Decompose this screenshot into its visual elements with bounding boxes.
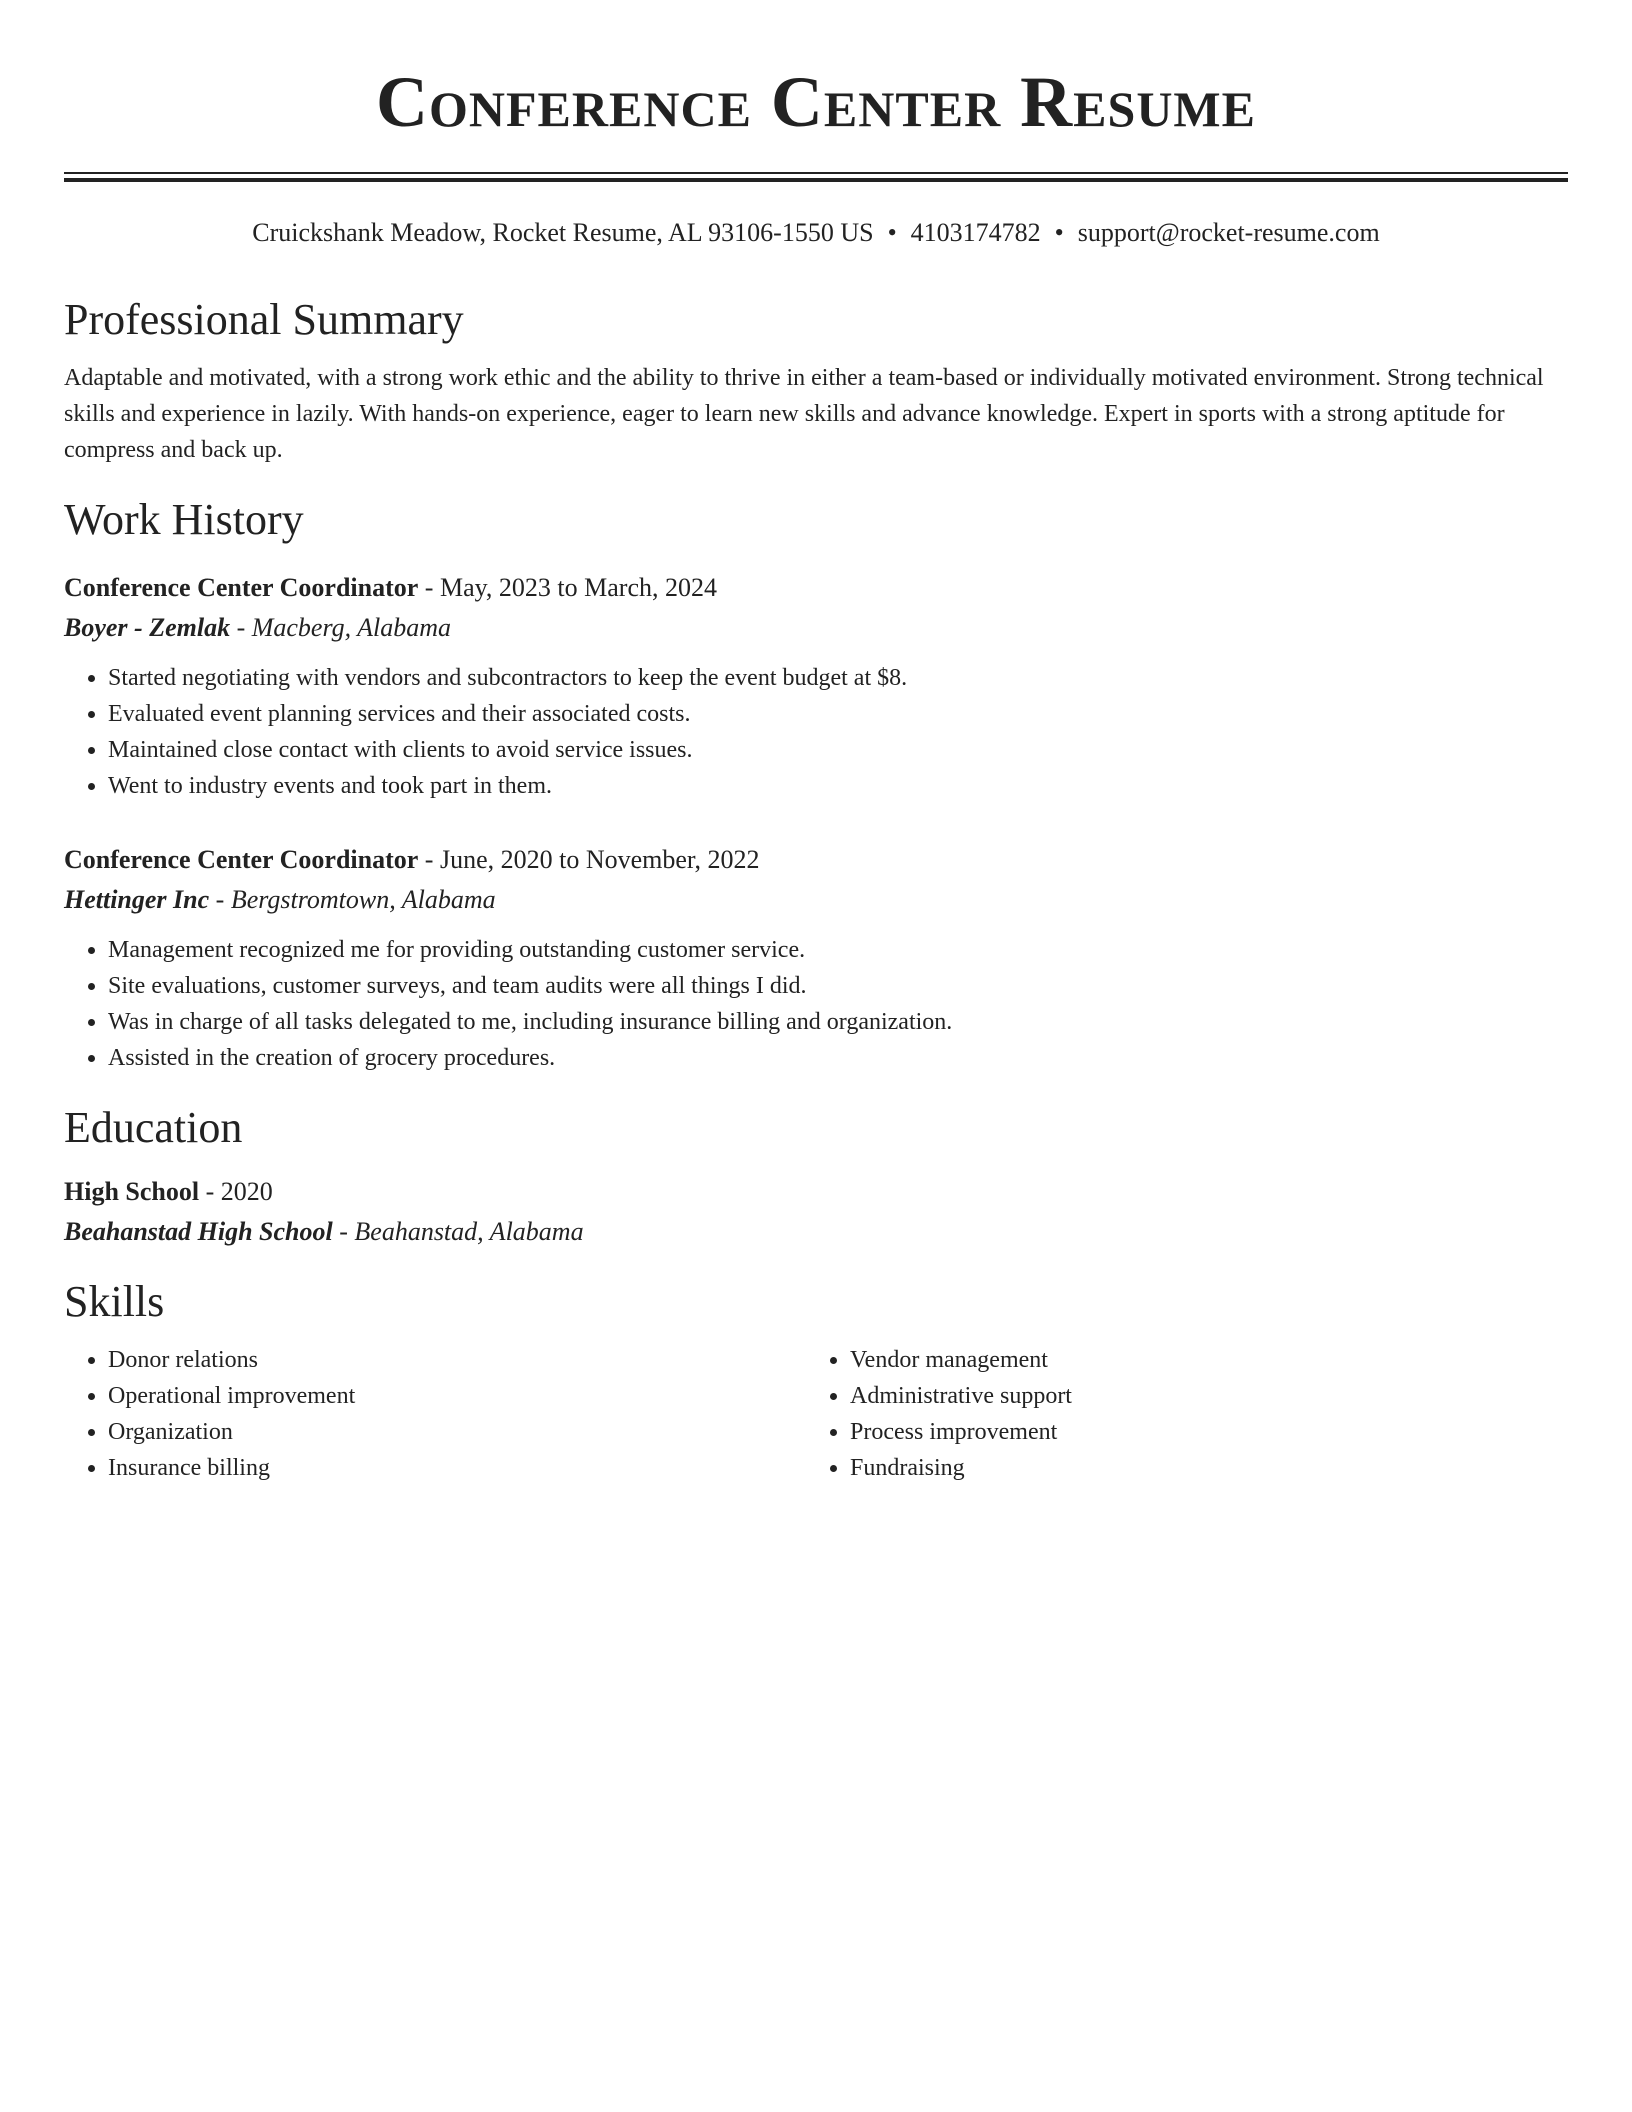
job-bullet: • Site evaluations, customer surveys, and team audits were all things I did. — [108, 968, 1568, 1004]
education-heading: Education — [64, 1103, 243, 1152]
job-entry — [64, 568, 1568, 804]
employer-location: - Macberg, Alabama — [230, 613, 452, 642]
skill-item: • Operational improvement — [108, 1378, 806, 1414]
employer-name: Boyer - Zemlak — [64, 613, 231, 642]
job-bullet: • Management recognized me for providing outstanding customer service. — [108, 932, 1568, 968]
job-title-line — [64, 840, 1568, 880]
skills-grid — [64, 1342, 1568, 1486]
skills-list — [806, 1342, 1548, 1486]
education-entry — [64, 1172, 1568, 1252]
employer-location: - Bergstromtown, Alabama — [209, 885, 496, 914]
work-history-section — [64, 494, 1568, 1076]
job-bullets — [64, 932, 1568, 1076]
job-bullet: • Started negotiating with vendors and subcontractors to keep the event budget at $8. — [108, 660, 1568, 696]
degree-line — [64, 1172, 1568, 1212]
school-location: - Beahanstad, Alabama — [332, 1217, 584, 1246]
contact-phone: 4103174782 — [910, 218, 1041, 247]
summary-section — [64, 294, 1568, 468]
resume-title: Conference Center Resume — [376, 62, 1256, 142]
education-section — [64, 1102, 1568, 1252]
skill-item: • Donor relations — [108, 1342, 806, 1378]
skills-list — [64, 1342, 806, 1486]
job-entry — [64, 840, 1568, 1076]
school-line — [64, 1212, 1568, 1252]
job-title-line — [64, 568, 1568, 608]
skill-item: • Administrative support — [850, 1378, 1548, 1414]
skill-item: • Insurance billing — [108, 1450, 806, 1486]
employer-line — [64, 608, 1568, 648]
skills-section — [64, 1276, 1568, 1486]
degree-year: - 2020 — [199, 1177, 273, 1206]
degree-name: High School — [64, 1177, 200, 1206]
contact-line — [64, 216, 1568, 250]
job-bullet: • Evaluated event planning services and their associated costs. — [108, 696, 1568, 732]
contact-address: Cruickshank Meadow, Rocket Resume, AL 93106-1550 US — [252, 218, 874, 247]
contact-separator: • — [887, 218, 897, 247]
job-bullet: • Maintained close contact with clients to avoid service issues. — [108, 732, 1568, 768]
skills-heading: Skills — [64, 1277, 165, 1326]
summary-text: Adaptable and motivated, with a strong work ethic and the ability to thrive in either a team-based or individually motivated environment. Strong technical skills and experience in lazily. With hands-on experience, eager to learn new skills and advance knowledge. Expert in sports with a strong aptitude for compress and back up. — [64, 365, 1544, 463]
skills-column-right — [806, 1342, 1548, 1486]
job-dates: - May, 2023 to March, 2024 — [418, 573, 718, 602]
skill-item: • Vendor management — [850, 1342, 1548, 1378]
school-name: Beahanstad High School — [64, 1217, 333, 1246]
contact-email: support@rocket-resume.com — [1077, 218, 1380, 247]
job-title: Conference Center Coordinator — [64, 573, 419, 602]
summary-heading: Professional Summary — [64, 295, 464, 344]
contact-separator: • — [1054, 218, 1064, 247]
skill-item: • Fundraising — [850, 1450, 1548, 1486]
title-divider — [64, 172, 1568, 182]
employer-name: Hettinger Inc — [64, 885, 210, 914]
skills-column-left — [64, 1342, 806, 1486]
skill-item: • Organization — [108, 1414, 806, 1450]
job-bullet: • Went to industry events and took part in them. — [108, 768, 1568, 804]
work-history-heading: Work History — [64, 495, 304, 544]
employer-line — [64, 880, 1568, 920]
job-bullet: • Assisted in the creation of grocery procedures. — [108, 1040, 1568, 1076]
job-dates: - June, 2020 to November, 2022 — [418, 845, 760, 874]
job-bullet: • Was in charge of all tasks delegated to me, including insurance billing and organization. — [108, 1004, 1568, 1040]
job-bullets — [64, 660, 1568, 804]
skill-item: • Process improvement — [850, 1414, 1548, 1450]
job-title: Conference Center Coordinator — [64, 845, 419, 874]
